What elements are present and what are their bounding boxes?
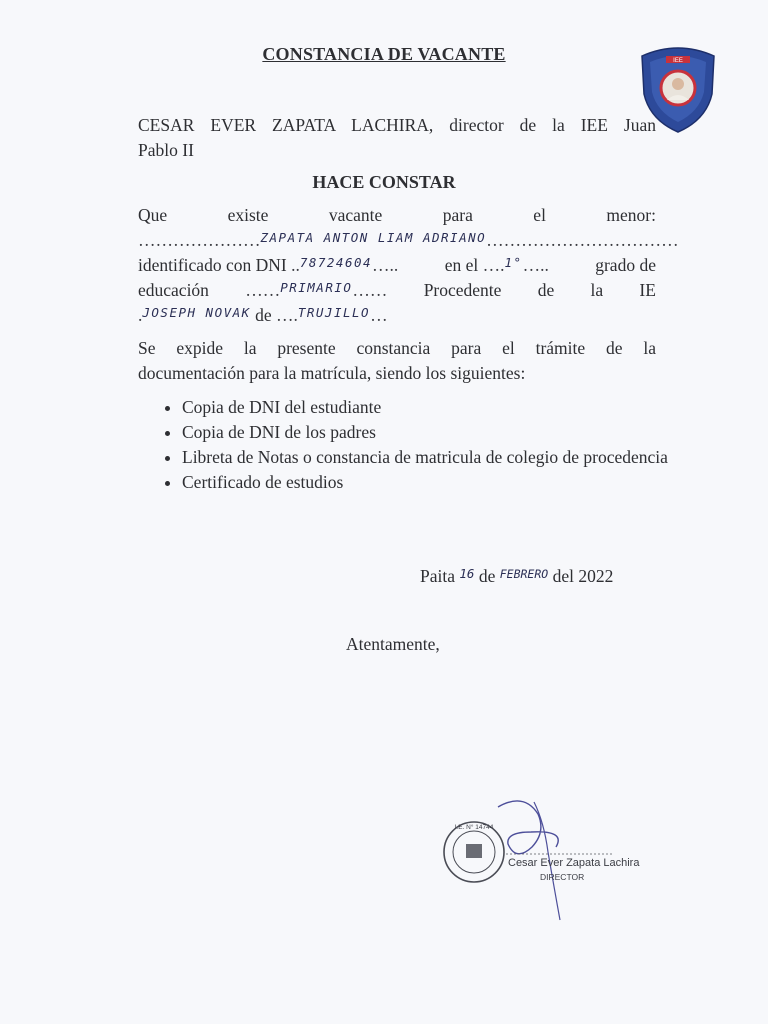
p2-line-2: documentación para la matrícula, siendo los siguientes: xyxy=(138,362,526,383)
word: la xyxy=(590,280,604,300)
date-line xyxy=(420,566,613,587)
requirements-list xyxy=(160,395,682,495)
date-year: del 2022 xyxy=(552,566,614,586)
p1-line-5: .$^{JOSEPH NOVAK}$ de ….$^{TRUJILLO}$… xyxy=(138,305,388,325)
p2-line-1: Se expide la presente constancia para el trámite de la xyxy=(138,338,656,358)
educacion-label: educación xyxy=(138,280,209,300)
word: el xyxy=(533,205,546,225)
word: existe xyxy=(227,205,269,225)
word: Que xyxy=(138,205,168,225)
grado-label: grado de xyxy=(595,255,656,275)
grade-handwritten: 1° xyxy=(504,255,523,270)
intro-line-2: Pablo II xyxy=(138,139,194,160)
p2-paragraph xyxy=(138,336,656,385)
svg-text:DIRECTOR: DIRECTOR xyxy=(540,872,585,882)
list-item: • Copia de DNI de los padres xyxy=(182,420,682,445)
svg-text:I.E. N° 14744: I.E. N° 14744 xyxy=(454,824,494,831)
level-handwritten: PRIMARIO xyxy=(280,280,353,295)
p1-line-1 xyxy=(138,203,656,227)
date-month-handwritten: FEBRERO xyxy=(499,567,549,581)
word: IE xyxy=(639,280,656,300)
procedente-label: Procedente xyxy=(423,280,502,300)
section-heading: HACE CONSTAR xyxy=(312,172,456,192)
intro-line-1: CESAR EVER ZAPATA LACHIRA, director de la IEE Juan xyxy=(138,115,656,135)
dni-handwritten: 78724604 xyxy=(299,255,373,270)
p1-line-4: educación ……$^{PRIMARIO}$…… Procedente de la IE xyxy=(138,278,656,304)
document-title: CONSTANCIA DE VACANTE xyxy=(262,44,506,64)
date-city: Paita xyxy=(420,566,455,586)
city-handwritten: TRUJILLO xyxy=(297,305,371,320)
word: para xyxy=(442,205,473,225)
word: menor: xyxy=(606,205,656,225)
list-item: • Certificado de estudios xyxy=(182,470,682,495)
date-day-handwritten: 16 xyxy=(459,566,475,581)
school-handwritten: JOSEPH NOVAK xyxy=(142,305,251,320)
svg-text:IEE: IEE xyxy=(673,58,683,64)
svg-text:Cesar Ever Zapata Lachira: Cesar Ever Zapata Lachira xyxy=(508,857,640,869)
list-item: • Copia de DNI del estudiante xyxy=(182,395,682,420)
word: de xyxy=(478,566,496,586)
list-item: • Libreta de Notas o constancia de matricula de colegio de procedencia xyxy=(182,445,682,470)
word: de xyxy=(537,280,555,300)
closing-text: Atentamente, xyxy=(346,634,440,654)
p1-line-2: …………………$^{ZAPATA ANTON LIAM ADRIANO}$…………………………… xyxy=(138,230,679,250)
en-el-label: en el xyxy=(444,255,479,275)
student-name-handwritten: ZAPATA ANTON LIAM ADRIANO xyxy=(260,230,487,245)
word: vacante xyxy=(328,205,383,225)
intro-paragraph xyxy=(138,113,656,162)
p1-line-3: identificado con DNI ..$^{78724604}$….. en el ….$^{1^\circ}$….. grado de xyxy=(138,253,656,279)
word: de xyxy=(255,305,272,325)
dni-label: identificado con DNI xyxy=(138,255,287,275)
signature-stamp xyxy=(436,792,640,922)
